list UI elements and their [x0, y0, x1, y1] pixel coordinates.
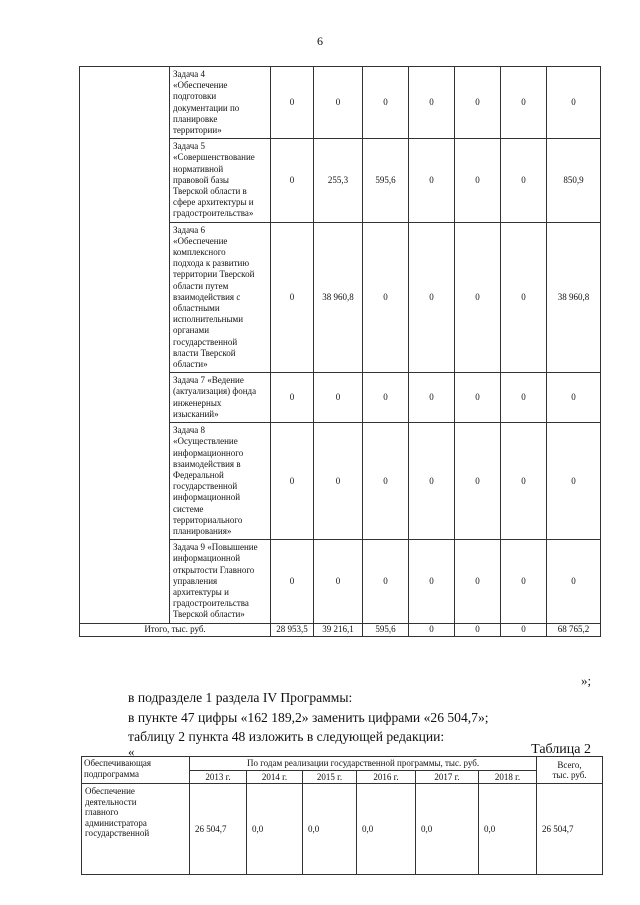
- task-name: Задача 8 «Осуществление информационного взаимодействия в Федеральной государственной информационной системе территориального планирования»: [170, 423, 271, 540]
- subprogram-header: Обеспечивающая подпрограмма: [82, 757, 190, 784]
- value-cell: 38 960,8: [547, 222, 601, 373]
- value-cell: 0,0: [479, 784, 537, 875]
- value-cell: 0: [271, 139, 314, 222]
- value-cell: 0: [455, 222, 501, 373]
- value-cell: 0: [455, 373, 501, 423]
- value-cell: 0: [409, 139, 455, 222]
- value-cell: 0,0: [357, 784, 416, 875]
- value-cell: 0,0: [247, 784, 303, 875]
- paragraph-3: таблицу 2 пункта 48 изложить в следующей редакции:: [128, 729, 445, 744]
- total-value-cell: 595,6: [363, 623, 409, 636]
- value-cell: 0: [409, 423, 455, 540]
- value-cell: 0: [501, 373, 547, 423]
- value-cell: 0: [271, 540, 314, 623]
- value-cell: 0,0: [303, 784, 357, 875]
- blank-merged-cell: [80, 67, 170, 624]
- value-cell: 0: [363, 222, 409, 373]
- paragraph-2: в пункте 47 цифры «162 189,2» заменить цифрами «26 504,7»;: [128, 710, 489, 725]
- task-name: Задача 5 «Совершенствование нормативной правовой базы Тверской области в сфере архитектуры и градостроительства»: [170, 139, 271, 222]
- closing-quote: »;: [581, 673, 592, 688]
- value-cell: 0: [314, 67, 363, 139]
- total-header: Всего, тыс. руб.: [537, 757, 603, 784]
- value-cell: 0: [501, 139, 547, 222]
- task-name: Задача 9 «Повышение информационной открытости Главного управления архитектуры и градостроительства Тверской области»: [170, 540, 271, 623]
- total-value-cell: 0: [455, 623, 501, 636]
- table-row: [80, 67, 601, 139]
- value-cell: 0: [363, 373, 409, 423]
- value-cell: 0: [455, 423, 501, 540]
- value-cell: 595,6: [363, 139, 409, 222]
- value-cell: 0: [501, 540, 547, 623]
- value-cell: 0: [271, 222, 314, 373]
- total-value-cell: 28 953,5: [271, 623, 314, 636]
- value-cell: 0: [314, 373, 363, 423]
- value-cell: 0: [409, 67, 455, 139]
- year-header: 2018 г.: [479, 770, 537, 784]
- year-header: 2015 г.: [303, 770, 357, 784]
- tasks-table-body: [80, 67, 601, 637]
- total-label: Итого, тыс. руб.: [80, 623, 271, 636]
- total-value-cell: 39 216,1: [314, 623, 363, 636]
- value-cell: 26 504,7: [190, 784, 247, 875]
- value-cell: 0: [363, 67, 409, 139]
- value-cell: 255,3: [314, 139, 363, 222]
- value-cell: 0: [501, 423, 547, 540]
- total-row: [80, 623, 601, 636]
- value-cell: 0: [547, 540, 601, 623]
- value-cell: 0: [314, 423, 363, 540]
- value-cell: 0: [455, 139, 501, 222]
- page-number: 6: [317, 34, 323, 48]
- year-header: 2013 г.: [190, 770, 247, 784]
- year-header: 2016 г.: [357, 770, 416, 784]
- paragraph-1: в подразделе 1 раздела IV Программы:: [128, 690, 353, 705]
- value-cell: 0: [363, 540, 409, 623]
- year-header: 2017 г.: [416, 770, 479, 784]
- opening-quote: «: [128, 744, 135, 759]
- value-cell: 0: [271, 373, 314, 423]
- years-group-header: По годам реализации государственной программы, тыс. руб.: [190, 757, 537, 771]
- value-cell: 0: [409, 540, 455, 623]
- value-cell: 0,0: [416, 784, 479, 875]
- total-value-cell: 0: [501, 623, 547, 636]
- value-cell: 850,9: [547, 139, 601, 222]
- year-header: 2014 г.: [247, 770, 303, 784]
- table-row: [82, 784, 603, 875]
- value-cell: 38 960,8: [314, 222, 363, 373]
- task-name: Задача 7 «Ведение (актуализация) фонда инженерных изысканий»: [170, 373, 271, 423]
- funding-table-2: [81, 756, 603, 875]
- value-cell: 26 504,7: [537, 784, 603, 875]
- task-name: Задача 6 «Обеспечение комплексного подхода к развитию территории Тверской области путем взаимодействия с областными исполнительными органами государственной власти Тверской области»: [170, 222, 271, 373]
- value-cell: 0: [455, 540, 501, 623]
- value-cell: 0: [363, 423, 409, 540]
- total-value-cell: 0: [409, 623, 455, 636]
- table-caption: Таблица 2: [531, 742, 591, 757]
- value-cell: 0: [409, 222, 455, 373]
- value-cell: 0: [501, 67, 547, 139]
- task-name: Задача 4 «Обеспечение подготовки документации по планировке территории»: [170, 67, 271, 139]
- value-cell: 0: [547, 423, 601, 540]
- value-cell: 0: [409, 373, 455, 423]
- subprogram-name: Обеспечение деятельности главного администратора государственной: [82, 784, 190, 875]
- total-value-cell: 68 765,2: [547, 623, 601, 636]
- value-cell: 0: [314, 540, 363, 623]
- value-cell: 0: [271, 67, 314, 139]
- value-cell: 0: [455, 67, 501, 139]
- value-cell: 0: [271, 423, 314, 540]
- funding-table-tasks: [79, 66, 601, 637]
- value-cell: 0: [547, 373, 601, 423]
- value-cell: 0: [501, 222, 547, 373]
- value-cell: 0: [547, 67, 601, 139]
